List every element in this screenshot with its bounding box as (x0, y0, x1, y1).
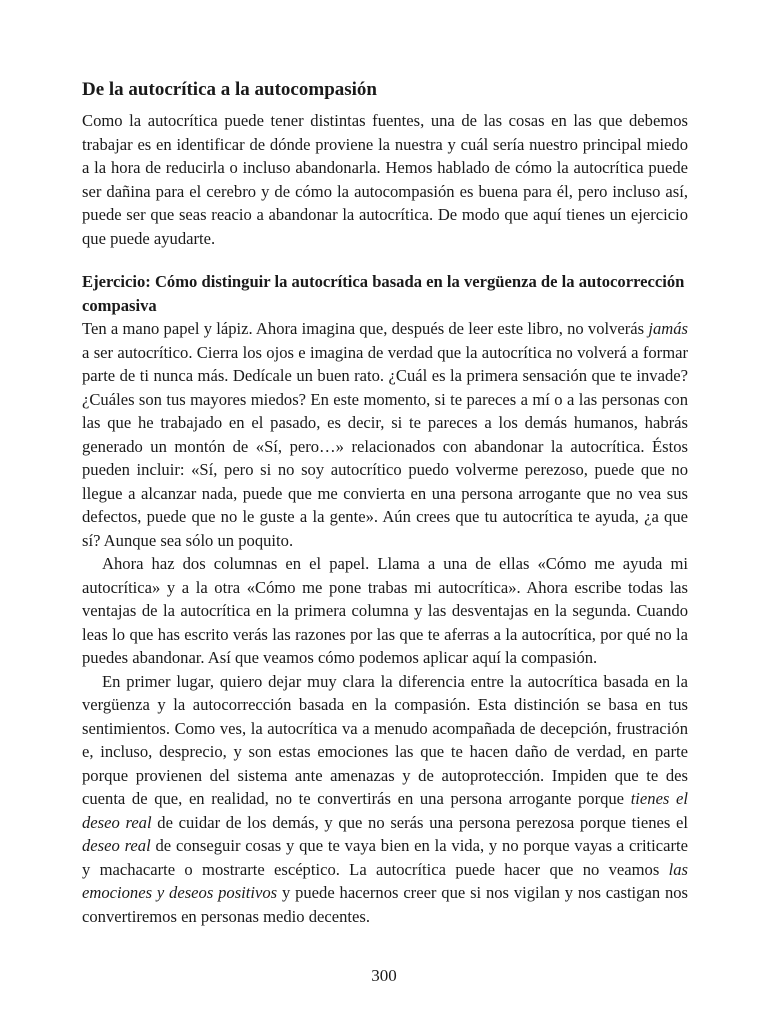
paragraph-3-emphasis: deseo real (82, 836, 151, 855)
page-number: 300 (371, 966, 397, 985)
paragraph-3-emphasis: las emociones y deseos positivos (82, 859, 688, 902)
paragraph-3-text: de conseguir cosas y que te vaya bien en la vida, y no porque vayas a criticarte y machacarte o mostrarte escéptico. La autocrítica puede hacer que no veamos (82, 836, 689, 879)
paragraph-3-emphasis: tienes el deseo real (82, 789, 688, 832)
paragraph-2: Ahora haz dos columnas en el papel. Llama a una de ellas «Cómo me ayuda mi autocrítica» y a la otra «Cómo me pone trabas mi autocrítica». Ahora escribe todas las ventajas de la autocrítica en la primera columna y las desventajas en la segunda. Cuando leas lo que has escrito verás las razones por las que te aferras a la autocrítica, por qué no la puedes abandonar. Así que veamos cómo podemos aplicar aquí la compasión. (82, 554, 688, 667)
paragraph-3 (82, 670, 688, 929)
paragraph-3-text: En primer lugar, quiero dejar muy clara la diferencia entre la autocrítica basada en la vergüenza y la autocorrección basada en la compasión. Esta distinción se basa en tus sentimientos. Como ves, la autocrítica va a menudo acompañada de decepción, frustración e, incluso, desprecio, y son estas emociones las que te hacen daño de verdad, en parte porque provienen del sistema ante amenazas y de autoprotección. Impiden que te des cuenta de que, en realidad, no te convertirás en una persona arrogante porque (82, 671, 688, 808)
paragraph-1 (82, 317, 688, 552)
page-content (82, 78, 688, 928)
section-title: De la autocrítica a la autocompasión (82, 79, 378, 100)
exercise-title: Ejercicio: Cómo distinguir la autocrítica basada en la vergüenza de la autocorrección compasiva (82, 272, 685, 315)
intro-paragraph: Como la autocrítica puede tener distintas fuentes, una de las cosas en las que debemos trabajar es en identificar de dónde proviene la nuestra y cuál sería nuestro principal miedo a la hora de reducirla o incluso abandonarla. Hemos hablado de cómo la autocrítica puede ser dañina para el cerebro y de cómo la autocompasión es buena para él, pero incluso así, puede ser que seas reacio a abandonar la autocrítica. De modo que aquí tienes un ejercicio que puede ayudarte. (82, 111, 688, 248)
paragraph-1-text: a ser autocrítico. Cierra los ojos e imagina de verdad que la autocrítica no volverá a formar parte de ti nunca más. Dedícale un buen rato. ¿Cuál es la primera sensación que te invade? ¿Cuáles son tus mayores miedos? En este momento, si te pareces a mí o a las personas con las que he trabajado en el pasado, es decir, si te pareces a los demás humanos, habrás generado un montón de «Sí, pero…» relacionados con abandonar la autocrítica. Éstos pueden incluir: «Sí, pero si no soy autocrítico puedo volverme perezoso, puede que no llegue a alcanzar nada, puede que me convierta en una persona arrogante que no vea sus defectos, puede que no le guste a la gente». Aún crees que tu autocrítica te ayuda, ¿a que sí? Aunque sea sólo un poquito. (82, 342, 688, 550)
paragraph-1-text: Ten a mano papel y lápiz. Ahora imagina que, después de leer este libro, no volverás (82, 319, 649, 338)
paragraph-3-text: y puede hacernos creer que si nos vigilan y nos castigan nos convertiremos en personas medio decentes. (82, 883, 688, 926)
paragraph-1-emphasis: jamás (648, 319, 688, 338)
paragraph-3-text: de cuidar de los demás, y que no serás una persona perezosa porque tienes el (151, 812, 689, 832)
